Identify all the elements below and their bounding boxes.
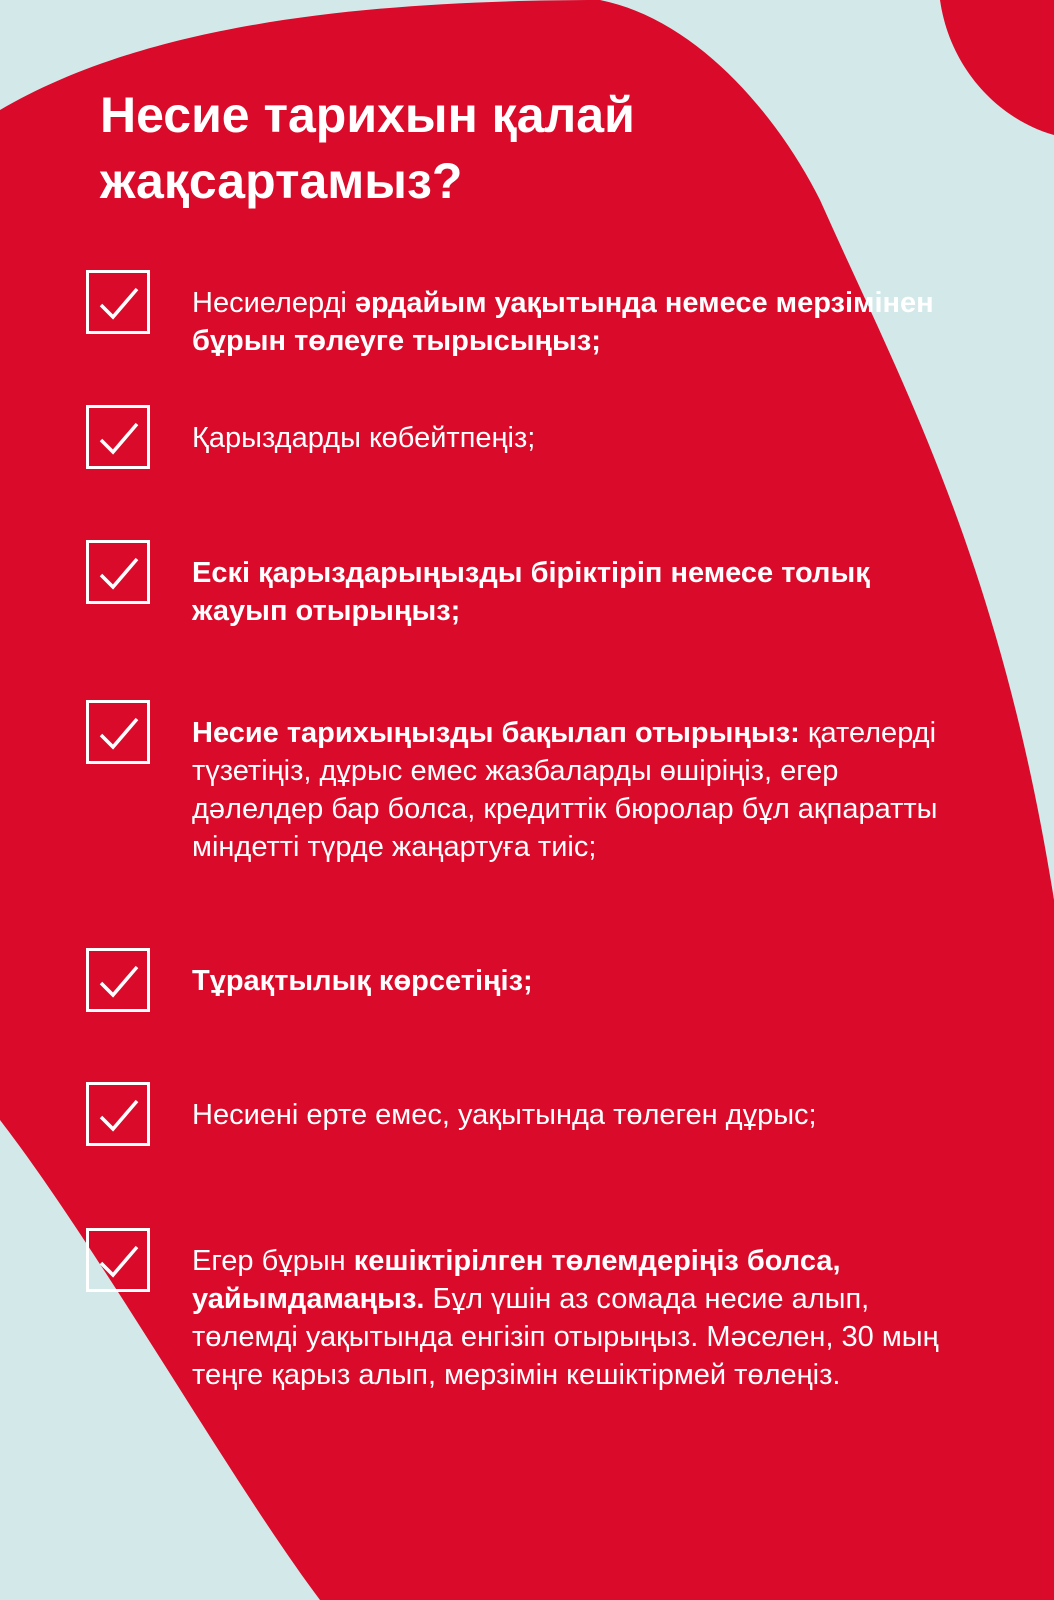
regular-text: қателерді түзетіңіз, дұрыс емес жазбаларды өшіріңіз, егер дәлелдер бар болса, кредиттік бюролар бұл ақпаратты міндетті түрде жаңартуға тиіс;	[192, 717, 938, 863]
list-item-text	[192, 1242, 952, 1394]
list-item-text	[192, 1096, 952, 1134]
checkbox-checked-icon	[86, 405, 150, 469]
bold-text: кешіктірілген төлемдеріңіз болса, уайымдамаңыз.	[192, 1245, 841, 1315]
red-corner-blob	[940, 0, 1054, 135]
checkbox-checked-icon	[86, 700, 150, 764]
list-item-text	[192, 554, 952, 630]
regular-text: Несиелерді	[192, 287, 355, 319]
list-item-text	[192, 714, 952, 866]
regular-text: Егер бұрын	[192, 1245, 354, 1277]
list-item-text	[192, 284, 952, 360]
bold-text: Ескі қарыздарыңызды біріктіріп немесе толық жауып отырыңыз;	[192, 557, 870, 627]
checkbox-checked-icon	[86, 948, 150, 1012]
regular-text: Бұл үшін аз сомада несие алып, төлемді уақытында енгізіп отырыңыз. Мәселен, 30 мың теңге қарыз алып, мерзімін кешіктірмей төлеңіз.	[192, 1283, 939, 1391]
regular-text: Несиені ерте емес, уақытында төлеген дұрыс;	[192, 1099, 817, 1131]
list-item-text	[192, 962, 952, 1000]
regular-text: Қарыздарды көбейтпеңіз;	[192, 422, 536, 454]
checkbox-checked-icon	[86, 1228, 150, 1292]
bold-text: әрдайым уақытында немесе мерзімінен бұрын төлеуге тырысыңыз;	[192, 287, 934, 357]
checkbox-checked-icon	[86, 540, 150, 604]
checkbox-checked-icon	[86, 1082, 150, 1146]
page-title: Несие тарихын қалай жақсартамыз?	[100, 87, 635, 209]
bold-text: Несие тарихыңызды бақылап отырыңыз:	[192, 717, 800, 749]
list-item-text	[192, 419, 952, 457]
checkbox-checked-icon	[86, 270, 150, 334]
bold-text: Тұрақтылық көрсетіңіз;	[192, 965, 533, 997]
